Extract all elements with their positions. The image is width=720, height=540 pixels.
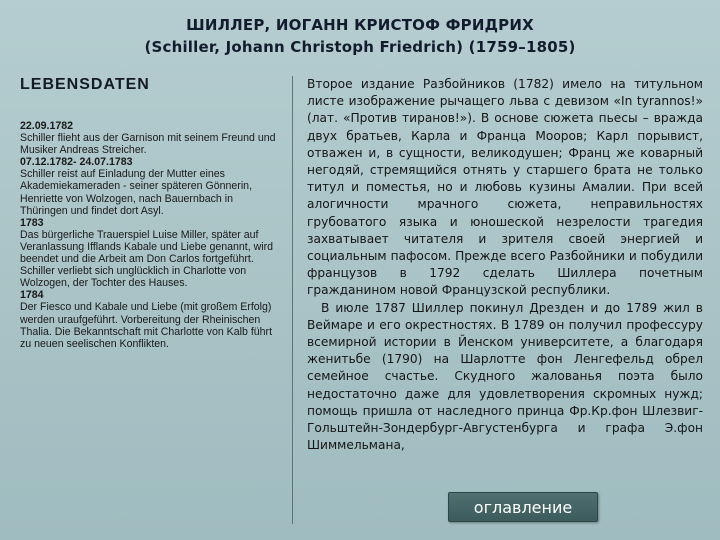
lebensdaten-entry [20,289,282,349]
article-column [307,76,703,454]
lebensdaten-column [20,76,282,350]
entry-text: Das bürgerliche Trauerspiel Luise Miller, später auf Veranlassung Ifflands Kabale und Liebe genannt, wird beendet und die Arbeit am Don Carlos fortgeführt. Schiller verliebt sich unglücklich in Charlotte von Wolzogen, der Tochter des Hauses. [20,228,274,290]
entry-text: Schiller flieht aus der Garnison mit seinem Freund und Musiker Andreas Streicher. [20,132,276,157]
lebensdaten-entry [20,217,282,290]
article-paragraph: Второе издание Разбойников (1782) имело на титульном листе изображение рычащего льва с девизом «In tyrannos!» (лат. «Против тиранов!»). В основе сюжета пьесы – вражда двух братьев, Карла и Франца Мооров; Карл порывист, отважен и, в сущности, великодушен; Франц же коварный негодяй, стремящийся отнять у старшего брата не только титул и поместья, но и любовь кузины Амалии. При всей алогичности мрачного сюжета, неправильностях грубоватого языка и юношеской незрелости трагедия захватывает читателя и зрителя своей энергией и социальным пафосом. Прежде всего Разбойники и побудили французов в 1792 сделать Шиллера почетным гражданином новой Французской республики. [307,77,703,298]
lebensdaten-heading: LEBENSDATEN [20,76,150,93]
lebensdaten-entry [20,156,282,216]
page-title [0,14,720,58]
table-of-contents-button[interactable] [448,492,598,522]
entry-text: Schiller reist auf Einladung der Mutter eines Akademiekameraden - seiner späteren Gönnerin, Henriette von Wolzogen, nach Bauernbach in Thüringen und findet dort Asyl. [20,168,253,217]
title-line-1: ШИЛЛЕР, ИОГАНН КРИСТОФ ФРИДРИХ [186,16,534,34]
column-divider [292,76,293,524]
entry-date: 07.12.1782- 24.07.1783 [20,156,133,169]
entry-date: 1783 [20,216,44,229]
lebensdaten-list [20,120,282,350]
entry-date: 22.09.1782 [20,120,74,132]
lebensdaten-entry [20,120,282,156]
entry-text: Der Fiesco und Kabale und Liebe (mit großem Erfolg) werden uraufgeführt. Vorbereitung der Rheinischen Thalia. Die Bekanntschaft mit Charlotte von Kalb führt zu neuen seelischen Konflikten. [20,301,273,350]
entry-date: 1784 [20,289,44,302]
title-line-2: (Schiller, Johann Christoph Friedrich) (1759–1805) [144,38,576,56]
toc-button-label: оглавление [473,497,573,517]
article-paragraph: В июле 1787 Шиллер покинул Дрезден и до 1789 жил в Веймаре и его окрестностях. В 1789 он получил профессуру всемирной истории в Йенском университете, а благодаря женитьбе (1790) на Шарлотте фон Ленгефельд обрел семейное счастье. Скудного жалованья поэта было недостаточно даже для удовлетворения скромных нужд; помощь пришла от наследного принца Фр.Кр.фон Шлезвиг-Гольштейн-Зондербург-Августенбурга и графа Э.фон Шиммельмана, [307,300,703,453]
